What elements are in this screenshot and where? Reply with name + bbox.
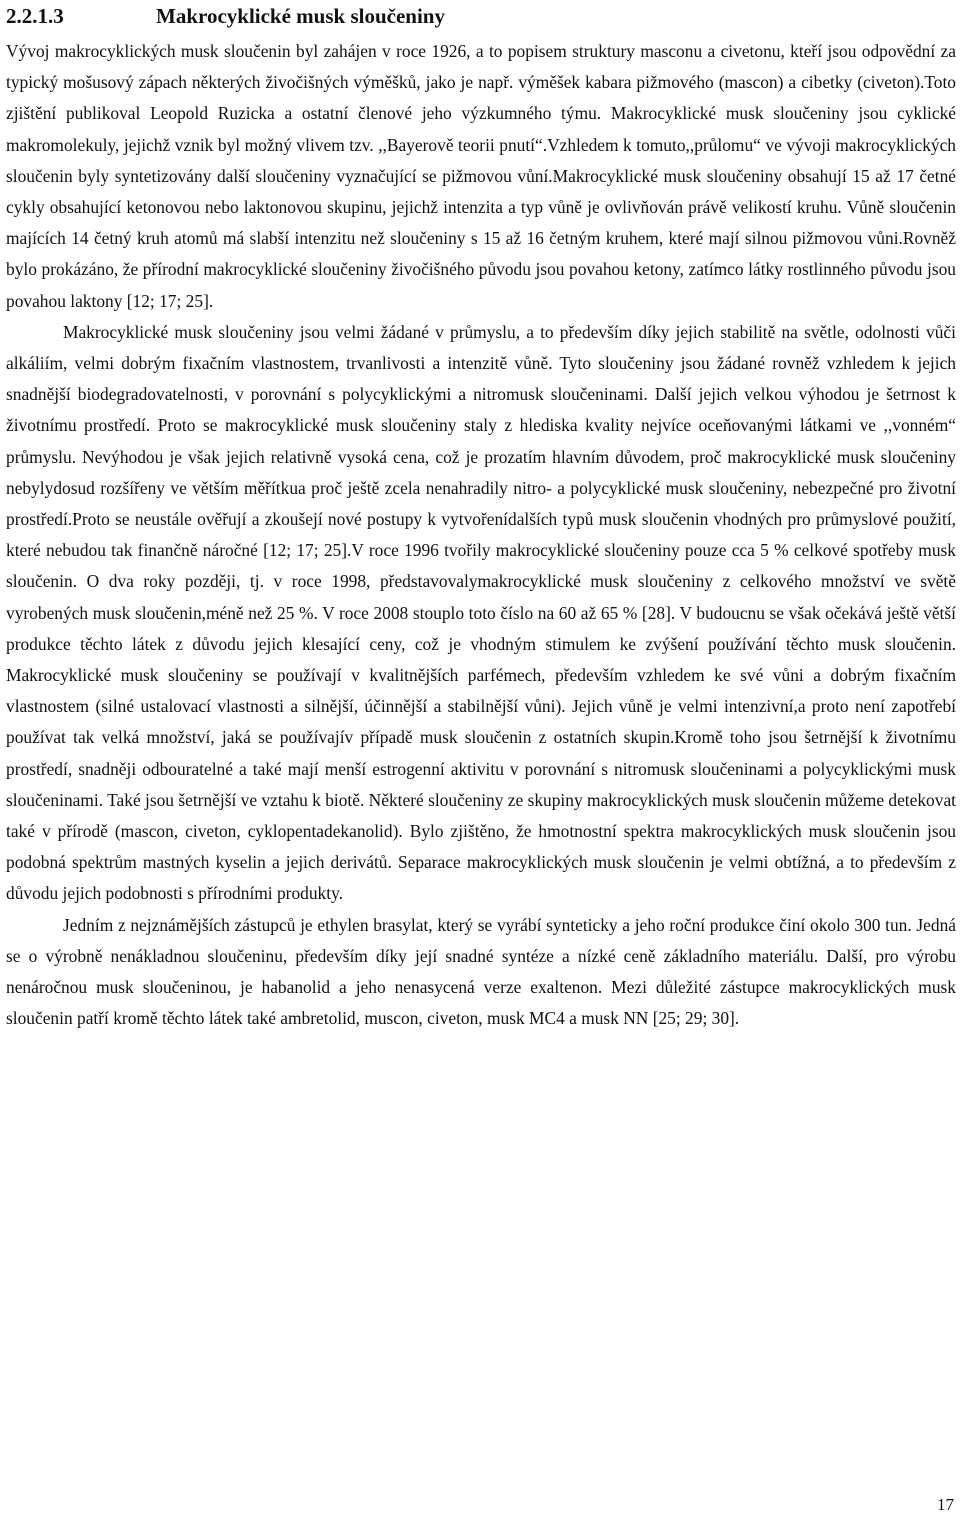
section-number: 2.2.1.3 — [6, 4, 64, 28]
section-title: Makrocyklické musk sloučeniny — [156, 4, 445, 28]
paragraph-industry-use: Makrocyklické musk sloučeniny jsou velmi žádané v průmyslu, a to především díky jejich stabilitě na světle, odolnosti vůči alkáliím, velmi dobrým fixačním vlastnostem, trvanlivosti a intenzitě vůně. Tyto sloučeniny jsou žádané rovněž vzhledem k jejich snadnější biodegradovatelnosti, v porovnání s polycyklickými a nitromusk sloučeninami. Další jejich velkou výhodou je šetrnost k životnímu prostředí. Proto se makrocyklické musk sloučeniny staly z hlediska kvality nejvíce oceňovanými látkami ve ,,vonném“ průmyslu. Nevýhodou je však jejich relativně vysoká cena, což je prozatím hlavním důvodem, proč makrocyklické musk sloučeniny nebylydosud rozšířeny ve větším měřítkua proč ještě zcela nenahradily nitro- a polycyklické musk sloučeniny, nebezpečné pro životní prostředí.Proto se neustále ověřují a zkoušejí nové postupy k vytvořenídalších typů musk sloučenin vhodných pro průmyslové použití, které nebudou tak finančně náročné [12; 17; 25].V roce 1996 tvořily makrocyklické sloučeniny pouze cca 5 % celkové spotřeby musk sloučenin. O dva roky později, tj. v roce 1998, představovalymakrocyklické musk sloučeniny z celkového množství ve světě vyrobených musk sloučenin,méně než 25 %. V roce 2008 stouplo toto číslo na 60 až 65 % [28]. V budoucnu se však očekává ještě větší produkce těchto látek z důvodu jejich klesající ceny, což je vhodným stimulem ke zvýšení používání těchto musk sloučenin. Makrocyklické musk sloučeniny se používají v kvalitnějších parfémech, především vzhledem ke své vůni a dobrým fixačním vlastnostem (silné ustalovací vlastnosti a silnější, účinnější a stabilnější vůni). Jejich vůně je velmi intenzivní,a proto není zapotřebí používat tak velká množství, jaká se používajív případě musk sloučenin z ostatních skupin.Kromě toho jsou šetrnější k životnímu prostředí, snadněji odbouratelné a také mají menší estrogenní aktivitu v porovnání s nitromusk sloučeninami a polycyklickými musk sloučeninami. Také jsou šetrnější ve vztahu k biotě. Některé sloučeniny ze skupiny makrocyklických musk sloučenin můžeme detekovat také v přírodě (mascon, civeton, cyklopentadekanolid). Bylo zjištěno, že hmotnostní spektra makrocyklických musk sloučenin jsou podobná spektrům mastných kyselin a jejich derivátů. Separace makrocyklických musk sloučenin je velmi obtížná, a to především z důvodu jejich podobnosti s přírodními produkty. — [6, 321, 956, 904]
document-page — [6, 0, 956, 1035]
paragraph-history: Vývoj makrocyklických musk sloučenin byl zahájen v roce 1926, a to popisem struktury masconu a civetonu, kteří jsou odpovědní za typický mošusový zápach některých živočišných výměšků, jako je např. výměšek kabara pižmového (mascon) a cibetky (civeton).Toto zjištění publikoval Leopold Ruzicka a ostatní členové jeho výzkumného týmu. Makrocyklické musk sloučeniny jsou cyklické makromolekuly, jejichž vznik byl možný vlivem tzv. ,,Bayerově teorii pnutí“.Vzhledem k tomuto,,průlomu“ ve vývoji makrocyklických sloučenin byly syntetizovány další sloučeniny vyznačující se pižmovou vůní.Makrocyklické musk sloučeniny obsahují 15 až 17 četné cykly obsahující ketonovou nebo laktonovou skupinu, jejichž intenzita a typ vůně je ovlivňován právě velikostí kruhu. Vůně sloučenin majících 14 četný kruh atomů má slabší intenzitu než sloučeniny s 15 až 16 četným kruhem, které mají silnou pižmovou vůni.Rovněž bylo prokázáno, že přírodní makrocyklické sloučeniny živočišného původu jsou povahou ketony, zatímco látky rostlinného původu jsou povahou laktony [12; 17; 25]. — [6, 41, 956, 311]
section-heading — [6, 0, 956, 30]
paragraph-representatives: Jedním z nejznámějších zástupců je ethylen brasylat, který se vyrábí synteticky a jeho roční produkce činí okolo 300 tun. Jedná se o výrobně nenákladnou sloučeninu, především díky její snadné syntéze a nízké ceně základního materiálu. Další, pro výrobu nenáročnou musk sloučeninou, je habanolid a jeho nenasycená verze exaltenon. Mezi důležité zástupce makrocyklických musk sloučenin patří kromě těchto látek také ambretolid, muscon, civeton, musk MC4 a musk NN [25; 29; 30]. — [6, 914, 956, 1029]
page-number: 17 — [937, 1495, 954, 1514]
